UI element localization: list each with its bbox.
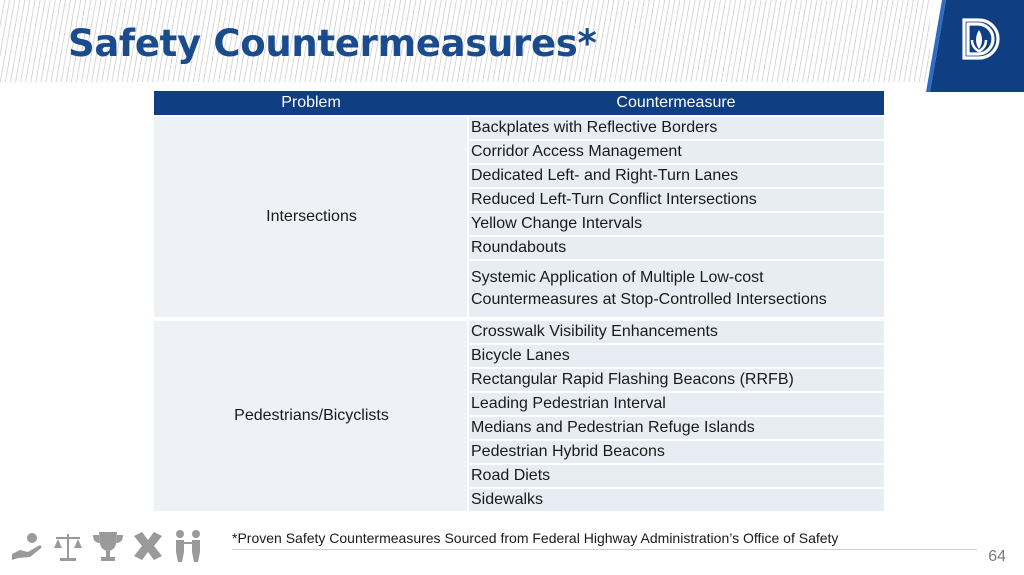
countermeasure-cell: Rectangular Rapid Flashing Beacons (RRFB): [468, 368, 884, 392]
countermeasure-cell: Yellow Change Intervals: [468, 212, 884, 236]
footer-divider: [232, 549, 977, 550]
countermeasure-cell: Medians and Pedestrian Refuge Islands: [468, 416, 884, 440]
countermeasure-cell: Systemic Application of Multiple Low-cost Countermeasures at Stop-Controlled Intersections: [468, 260, 884, 319]
problem-intersections: Intersections: [154, 116, 468, 319]
countermeasure-cell: Road Diets: [468, 464, 884, 488]
problem-pedestrians-bicyclists: Pedestrians/Bicyclists: [154, 319, 468, 511]
trophy-icon: [90, 528, 126, 564]
countermeasure-cell: Roundabouts: [468, 236, 884, 260]
countermeasure-cell: Leading Pedestrian Interval: [468, 392, 884, 416]
table-row: [154, 116, 884, 140]
countermeasures-table: [154, 91, 884, 511]
countermeasure-cell: Sidewalks: [468, 488, 884, 511]
interlock-icon: [130, 528, 166, 564]
header-problem: Problem: [154, 91, 468, 116]
countermeasure-cell: Crosswalk Visibility Enhancements: [468, 319, 884, 344]
countermeasure-cell: Reduced Left-Turn Conflict Intersections: [468, 188, 884, 212]
helping-hand-icon: [10, 528, 46, 564]
countermeasure-cell: Bicycle Lanes: [468, 344, 884, 368]
icon-strip: [10, 526, 206, 566]
countermeasure-cell: Corridor Access Management: [468, 140, 884, 164]
countermeasure-cell: Pedestrian Hybrid Beacons: [468, 440, 884, 464]
countermeasure-cell: Dedicated Left- and Right-Turn Lanes: [468, 164, 884, 188]
scales-icon: [50, 528, 86, 564]
people-icon: [170, 528, 206, 564]
header-countermeasure: Countermeasure: [468, 91, 884, 116]
countermeasure-cell: Backplates with Reflective Borders: [468, 116, 884, 140]
footnote: *Proven Safety Countermeasures Sourced from Federal Highway Administration’s Office of Safety: [232, 530, 839, 546]
table-row: [154, 319, 884, 344]
logo: [924, 0, 1024, 92]
page-number: 64: [988, 548, 1006, 565]
table-header-row: [154, 91, 884, 116]
page-title: Safety Countermeasures*: [68, 22, 597, 65]
